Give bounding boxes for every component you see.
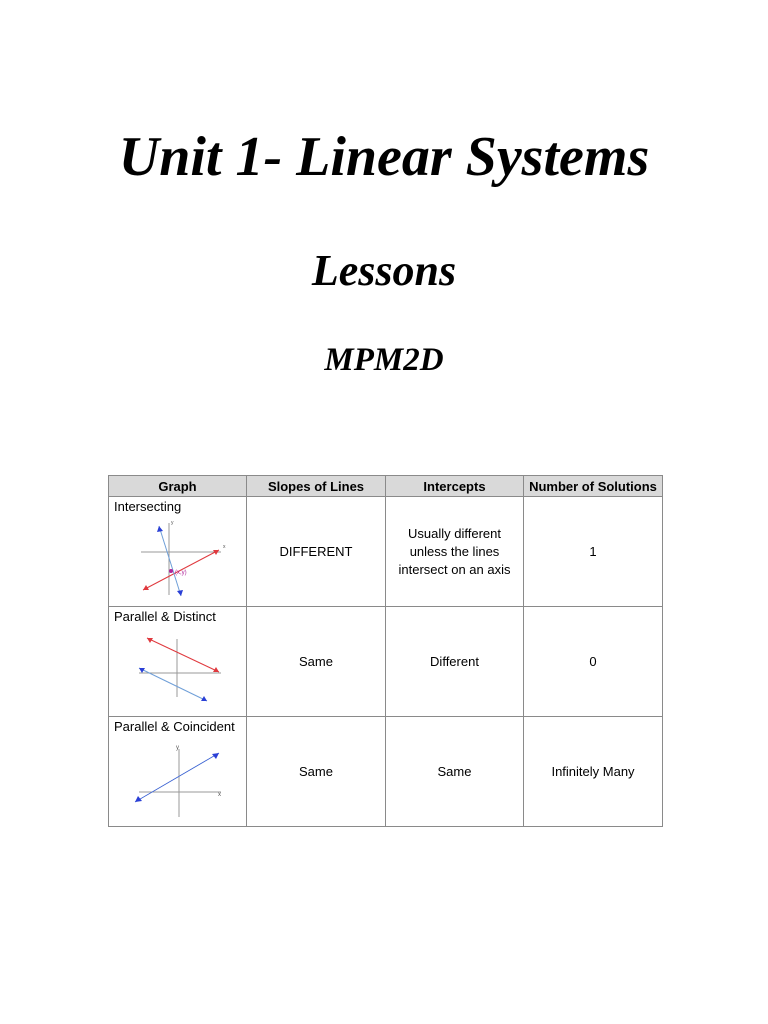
graph-label: Intersecting (114, 499, 182, 514)
table-header-row (109, 476, 663, 497)
blue-line (159, 526, 181, 596)
intercepts-cell: Same (386, 717, 524, 827)
graph-cell-intersecting (109, 497, 247, 607)
table-row (109, 607, 663, 717)
table-row (109, 717, 663, 827)
y-axis-label: y (176, 745, 179, 751)
intercepts-cell (386, 497, 524, 607)
solutions-cell: Infinitely Many (524, 717, 663, 827)
graph-label: Parallel & Coincident (114, 719, 235, 734)
parallel-coincident-lines-graph (133, 737, 225, 819)
course-code: MPM2D (324, 342, 444, 378)
document-subtitle: Lessons (311, 246, 457, 295)
slopes-cell: DIFFERENT (247, 497, 386, 607)
graph-label: Parallel & Distinct (114, 609, 216, 624)
svg-text:y: y (171, 520, 174, 526)
intersecting-lines-graph (133, 517, 225, 599)
document-title: Unit 1- Linear Systems (118, 126, 650, 188)
intercepts-cell: Different (386, 607, 524, 717)
table-row (109, 497, 663, 607)
svg-text:x: x (223, 544, 226, 550)
solutions-cell: 0 (524, 607, 663, 717)
graph-cell-parallel-coincident (109, 717, 247, 827)
parallel-distinct-lines-graph (133, 627, 225, 709)
graph-cell-parallel-distinct (109, 607, 247, 717)
header-graph: Graph (109, 476, 247, 497)
intersection-label: (x,y) (175, 570, 187, 576)
x-axis-label: x (218, 792, 221, 798)
intercepts-text: Usually different unless the lines intersect on an axis (398, 525, 511, 577)
intersection-point (169, 569, 173, 573)
slopes-cell: Same (247, 607, 386, 717)
slopes-cell: Same (247, 717, 386, 827)
linear-systems-summary-table (108, 475, 663, 827)
header-slopes: Slopes of Lines (247, 476, 386, 497)
header-intercepts: Intercepts (386, 476, 524, 497)
solutions-cell: 1 (524, 497, 663, 607)
red-line (147, 638, 219, 672)
header-solutions: Number of Solutions (524, 476, 663, 497)
